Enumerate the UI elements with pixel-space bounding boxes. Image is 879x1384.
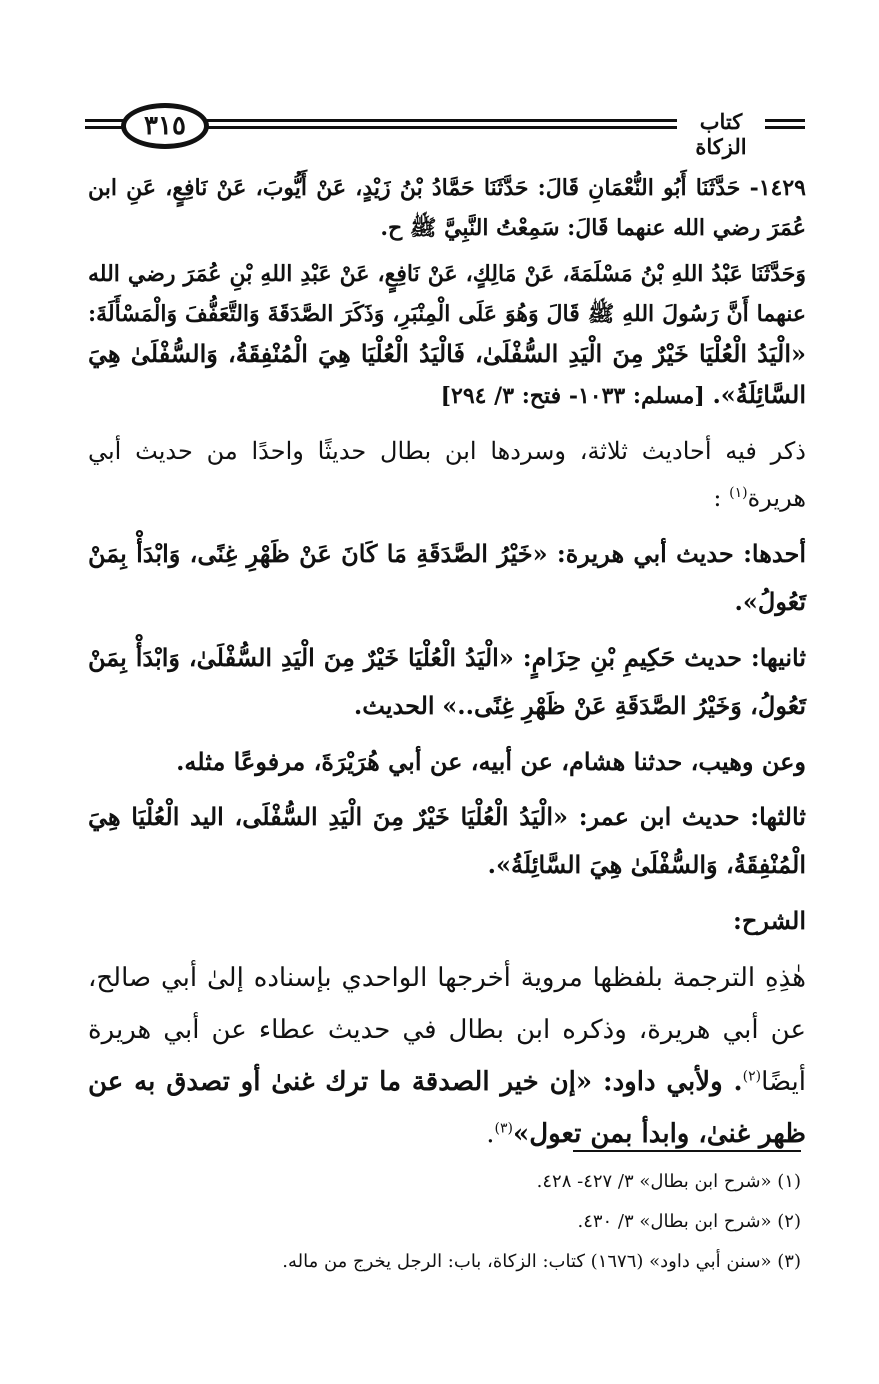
- header-rule-middle: [207, 119, 677, 131]
- third-hadith-quote: «الْيَدُ الْعُلْيَا خَيْرٌ مِنَ الْيَدِ السُّفْلَى، اليد الْعُلْيَا هِيَ الْمُنْفِقَةُ، وَالسُّفْلَىٰ هِيَ السَّائِلَةُ».: [88, 802, 806, 879]
- commentary-intro-text: ذكر فيه أحاديث ثلاثة، وسردها ابن بطال حديثًا واحدًا من حديث أبي هريرة: [88, 437, 806, 512]
- footnote-ref-1[interactable]: (١): [729, 485, 748, 501]
- hadith-isnad-1: ١٤٢٩- حَدَّثَنَا أَبُو النُّعْمَانِ قَالَ: حَدَّثَنَا حَمَّادُ بْنُ زَيْدٍ، عَنْ أَيُّوبَ، عَنْ نَافِعٍ، عَنِ ابن عُمَرَ رضي الله عنهما قَالَ: سَمِعْتُ النَّبِيَّ ﷺ ح.: [88, 175, 806, 241]
- second-hadith-label: ثانيها: حديث حَكِيمِ بْنِ حِزَامٍ:: [513, 643, 806, 672]
- hadith-matn: «الْيَدُ الْعُلْيَا خَيْرٌ مِنَ الْيَدِ السُّفْلَىٰ، فَالْيَدُ الْعُلْيَا هِيَ الْمُنْفِقَةُ، وَالسُّفْلَىٰ هِيَ السَّائِلَةُ».: [88, 339, 806, 409]
- hadith-isnad-2: [88, 254, 806, 416]
- second-hadith-quote: «الْيَدُ الْعُلْيَا خَيْرٌ مِنَ الْيَدِ السُّفْلَىٰ، وَابْدَأْ بِمَنْ تَعُولُ، وَخَيْرُ الصَّدَقَةِ عَنْ ظَهْرِ غِنًى..»: [88, 643, 806, 720]
- hadith-isnad-2-text: وَحَدَّثَنَا عَبْدُ اللهِ بْنُ مَسْلَمَةَ، عَنْ مَالِكٍ، عَنْ نَافِعٍ، عَنْ عَبْدِ اللهِ بْنِ عُمَرَ رضي الله عنهما أَنَّ رَسُولَ اللهِ ﷺ قَالَ وَهُوَ عَلَى الْمِنْبَرِ، وَذَكَرَ الصَّدَقَةَ وَالتَّعَفُّفَ وَالْمَسْأَلَةَ:: [88, 261, 806, 327]
- sharh-text-2: . ولأبي داود: «إن خير الصدقة ما ترك غنىٰ أو تصدق به عن ظهر غنىٰ، وابدأ بمن تعول»: [88, 1067, 806, 1149]
- wuhayb-narration: وعن وهيب، حدثنا هشام، عن أبيه، عن أبي هُرَيْرَةَ، مرفوعًا مثله.: [176, 747, 806, 776]
- first-hadith: [88, 530, 806, 626]
- first-hadith-quote: «خَيْرُ الصَّدَقَةِ مَا كَانَ عَنْ ظَهْرِ غِنًى، وَابْدَأْ بِمَنْ تَعُولُ».: [88, 539, 806, 616]
- page-header: [85, 103, 805, 159]
- footnote-ref-3[interactable]: (٣): [494, 1120, 513, 1137]
- hadith-block: [88, 168, 806, 416]
- third-hadith: [88, 793, 806, 889]
- first-hadith-label: أحدها: حديث أبي هريرة:: [547, 539, 807, 568]
- sharh-block: [88, 952, 806, 1160]
- footnote-3: (٣) «سنن أبي داود» (١٦٧٦) كتاب: الزكاة، باب: الرجل يخرج من ماله.: [282, 1251, 801, 1272]
- hadith-reference: [مسلم: ١٠٣٣- فتح: ٣/ ٢٩٤]: [440, 383, 705, 409]
- sharh-text-1: هٰذِهِ الترجمة بلفظها مروية أخرجها الواحدي بإسناده إلىٰ أبي صالح، عن أبي هريرة، وذكره ابن بطال في حديث عطاء عن أبي هريرة أيضًا: [88, 963, 806, 1097]
- header-rule-left: [85, 119, 125, 131]
- commentary-intro-end: :: [713, 484, 730, 512]
- footnote-1: (١) «شرح ابن بطال» ٣/ ٤٢٧- ٤٢٨.: [536, 1171, 801, 1192]
- second-hadith: [88, 634, 806, 730]
- footnote-2: (٢) «شرح ابن بطال» ٣/ ٤٣٠.: [577, 1211, 801, 1232]
- page-body: [88, 168, 806, 1160]
- commentary-block: [88, 428, 806, 944]
- sharh-heading: الشرح:: [733, 906, 806, 935]
- sharh-text-3: .: [486, 1119, 495, 1149]
- sharh-paragraph: [88, 952, 806, 1160]
- header-rule-right: [765, 119, 805, 131]
- third-hadith-label: ثالثها: حديث ابن عمر:: [568, 802, 806, 831]
- footnote-ref-2[interactable]: (٢): [742, 1068, 762, 1085]
- second-hadith-end: الحديث.: [353, 691, 435, 720]
- footnote-divider: [573, 1150, 801, 1152]
- footnotes: [101, 1162, 801, 1282]
- running-title: كتاب الزكاة: [679, 109, 763, 159]
- commentary-intro: [88, 428, 806, 522]
- page-number: ٣١٥: [121, 103, 209, 149]
